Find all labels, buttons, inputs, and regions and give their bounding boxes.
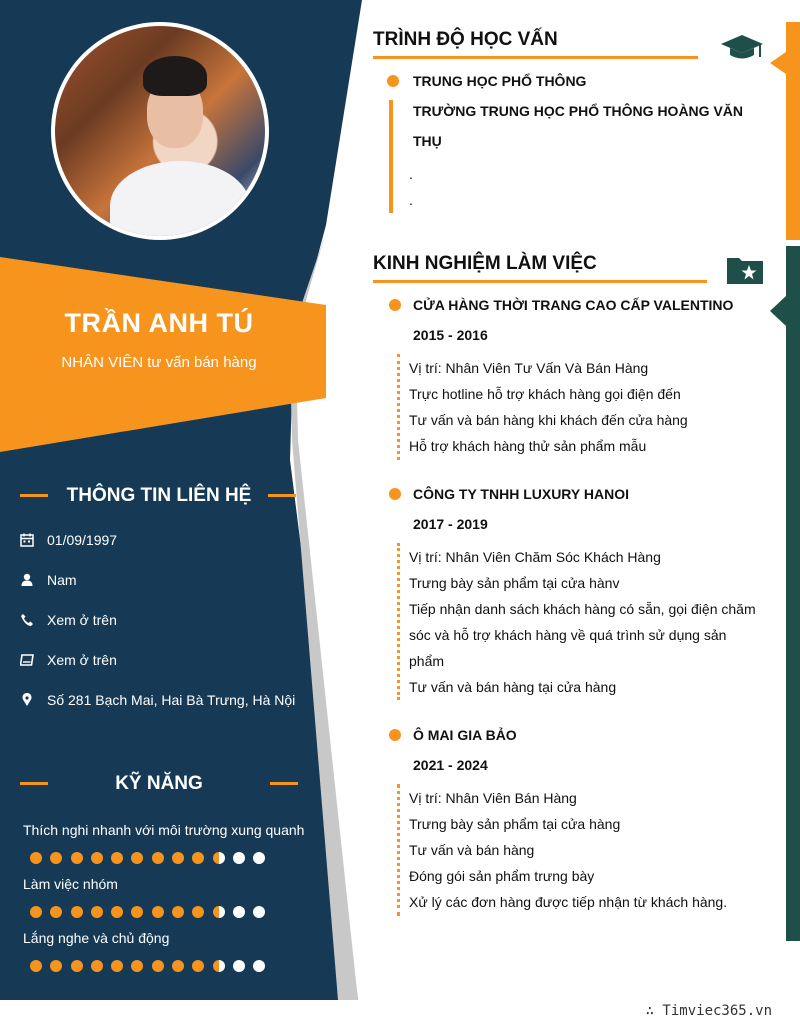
job-period: 2015 - 2016 <box>413 327 488 343</box>
job-line: Tiếp nhận danh sách khách hàng có sẵn, gọi điện chăm <box>409 601 756 617</box>
contact-address <box>20 689 295 711</box>
skill-rating-dot <box>131 906 143 918</box>
education-level: TRUNG HỌC PHỔ THÔNG <box>413 73 587 89</box>
skill-rating-dot <box>111 852 123 864</box>
education-bullet <box>387 75 399 87</box>
right-edge-green-notch <box>770 296 786 326</box>
skill-rating-dot <box>192 960 204 972</box>
skill-rating-dot <box>253 852 265 864</box>
star-folder-icon <box>725 254 765 291</box>
job-line: Trực hotline hỗ trợ khách hàng gọi điện đến <box>409 386 681 402</box>
skill-rating-dot <box>131 852 143 864</box>
job-line: Hỗ trợ khách hàng thử sản phẩm mẫu <box>409 438 647 454</box>
job-line: sóc và hỗ trợ khách hàng về quá trình sử dụng sản <box>409 627 727 643</box>
education-school-line1: TRƯỜNG TRUNG HỌC PHỔ THÔNG HOÀNG VĂN <box>413 103 743 119</box>
job-company: CÔNG TY TNHH LUXURY HANOI <box>413 486 629 502</box>
contact-address-text: Số 281 Bạch Mai, Hai Bà Trưng, Hà Nội <box>47 692 296 708</box>
job-timeline <box>397 784 403 916</box>
job-company: Ô MAI GIA BẢO <box>413 727 517 743</box>
skill-label: Lắng nghe và chủ động <box>23 930 170 946</box>
job-line: Trưng bày sản phẩm tại cửa hàng <box>409 816 621 832</box>
skill-label: Thích nghi nhanh với môi trường xung quanh <box>23 822 305 838</box>
skill-rating-dot <box>131 960 143 972</box>
job-line: Vị trí: Nhân Viên Chăm Sóc Khách Hàng <box>409 549 661 565</box>
profile-name: TRẦN ANH TÚ <box>64 308 254 338</box>
skill-rating-dot <box>233 852 245 864</box>
contact-phone <box>20 609 117 631</box>
skill-rating-dot <box>30 906 42 918</box>
contact-email <box>20 649 117 671</box>
contact-phone-text: Xem ở trên <box>47 612 117 628</box>
skill-rating-dot <box>152 852 164 864</box>
skill-rating <box>30 960 274 972</box>
job-bullet <box>389 488 401 500</box>
skill-rating <box>30 906 274 918</box>
skills-title: KỸ NĂNG <box>115 773 203 794</box>
skill-rating-dot <box>172 960 184 972</box>
contact-birthdate-text: 01/09/1997 <box>47 532 118 548</box>
job-line: Trưng bày sản phẩm tại cửa hànv <box>409 575 620 591</box>
job-line: Tư vấn và bán hàng tại cửa hàng <box>409 679 617 695</box>
skill-rating-dot <box>172 906 184 918</box>
skill-rating-dot <box>233 960 245 972</box>
job-timeline <box>397 543 403 700</box>
skill-rating-dot <box>111 960 123 972</box>
job-line: Tư vấn và bán hàng khi khách đến cửa hàng <box>409 412 688 428</box>
profile-job-title: NHÂN VIÊN tư vấn bán hàng <box>61 354 257 371</box>
skill-rating-dot <box>91 960 103 972</box>
skill-rating-dot <box>50 960 62 972</box>
job-bullet <box>389 729 401 741</box>
contact-gender <box>20 569 77 591</box>
job-line: Xử lý các đơn hàng được tiếp nhận từ khách hàng. <box>409 894 728 910</box>
education-note: . <box>409 166 413 182</box>
skill-rating <box>30 852 274 864</box>
skill-rating-dot <box>213 852 225 864</box>
skill-rating-dot <box>91 852 103 864</box>
location-icon <box>20 693 34 707</box>
education-title-underline <box>373 56 698 59</box>
contact-gender-text: Nam <box>47 572 77 588</box>
skill-rating-dot <box>71 960 83 972</box>
job-period: 2017 - 2019 <box>413 516 488 532</box>
right-edge-orange-notch <box>770 52 786 74</box>
skill-rating-dot <box>172 852 184 864</box>
contact-birthdate <box>20 529 117 551</box>
education-title: TRÌNH ĐỘ HỌC VẤN <box>373 29 558 50</box>
skill-rating-dot <box>71 906 83 918</box>
graduation-cap-icon <box>720 33 764 68</box>
job-line: Vị trí: Nhân Viên Bán Hàng <box>409 790 577 806</box>
education-school-line2: THỤ <box>413 133 442 149</box>
education-note: . <box>409 192 413 208</box>
skill-rating-dot <box>213 906 225 918</box>
skill-rating-dot <box>30 852 42 864</box>
skill-rating-dot <box>213 960 225 972</box>
skill-rating-dot <box>192 906 204 918</box>
job-company: CỬA HÀNG THỜI TRANG CAO CẤP VALENTINO <box>413 297 734 313</box>
skill-rating-dot <box>152 960 164 972</box>
calendar-icon <box>20 533 34 547</box>
skill-label: Làm việc nhóm <box>23 876 118 892</box>
skill-rating-dot <box>253 960 265 972</box>
job-line: Đóng gói sản phẩm trưng bày <box>409 868 595 884</box>
job-line: phẩm <box>409 653 445 669</box>
experience-title-underline <box>373 280 707 283</box>
email-icon <box>20 653 34 667</box>
avatar-frame <box>51 22 269 240</box>
contact-title: THÔNG TIN LIÊN HỆ <box>66 485 252 506</box>
skill-rating-dot <box>152 906 164 918</box>
right-edge-orange <box>786 22 800 240</box>
job-bullet <box>389 299 401 311</box>
skill-rating-dot <box>50 852 62 864</box>
skill-rating-dot <box>253 906 265 918</box>
job-period: 2021 - 2024 <box>413 757 488 773</box>
contact-email-text: Xem ở trên <box>47 652 117 668</box>
phone-icon <box>20 613 34 627</box>
skill-rating-dot <box>30 960 42 972</box>
footer-watermark: ∴ Timviec365.vn <box>645 1003 772 1019</box>
avatar-photo <box>55 26 265 236</box>
right-edge-green <box>786 246 800 941</box>
skill-rating-dot <box>111 906 123 918</box>
job-line: Vị trí: Nhân Viên Tư Vấn Và Bán Hàng <box>409 360 649 376</box>
skill-rating-dot <box>192 852 204 864</box>
experience-title: KINH NGHIỆM LÀM VIỆC <box>373 253 597 274</box>
user-icon <box>20 573 34 587</box>
education-timeline <box>389 100 393 213</box>
skill-rating-dot <box>71 852 83 864</box>
skill-rating-dot <box>91 906 103 918</box>
skill-rating-dot <box>233 906 245 918</box>
job-timeline <box>397 354 403 460</box>
job-line: Tư vấn và bán hàng <box>409 842 535 858</box>
skill-rating-dot <box>50 906 62 918</box>
